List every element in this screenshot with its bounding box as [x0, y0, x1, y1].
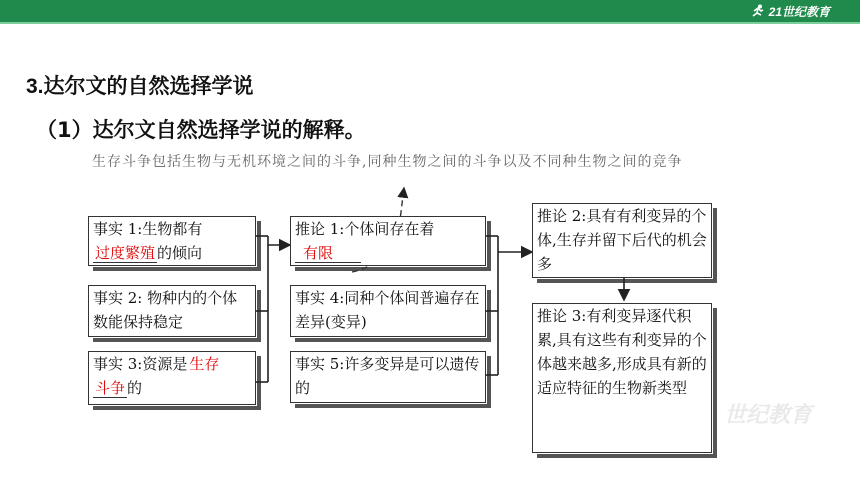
- section-title: 3.达尔文的自然选择学说: [26, 75, 254, 98]
- inference3-box: [532, 303, 712, 453]
- annotation-note: 生存斗争包括生物与无机环境之间的斗争,同种生物之间的斗争以及不同种生物之间的竞争: [92, 154, 683, 170]
- fact3-highlight2: 斗争: [95, 379, 126, 397]
- fact3-highlight1: 生存: [189, 355, 220, 373]
- inference1-box: [290, 216, 486, 266]
- inference1-highlight: 有限: [295, 244, 361, 263]
- fact3-box: [88, 351, 256, 405]
- fact3-prefix: 事实 3:资源是: [93, 355, 188, 373]
- fact4-box: [290, 285, 486, 337]
- fact2-box: [88, 285, 256, 337]
- inference2-box: [532, 203, 712, 278]
- logo-text: 21世纪教育: [768, 4, 830, 19]
- inference3-text: 推论 3:有利变异逐代积累,具有这些有利变异的个体越来越多,形成具有新的适应特征的生物新类型: [537, 307, 707, 397]
- fact1-highlight: 过度繁殖: [95, 244, 156, 262]
- fact5-box: [290, 351, 486, 403]
- fact1-suffix: 的倾向: [157, 244, 203, 262]
- subsection-title: （1）达尔文自然选择学说的解释。: [36, 118, 366, 142]
- fact2-text: 事实 2: 物种内的个体数能保持稳定: [93, 289, 238, 331]
- fact4-text: 事实 4:同种个体间普遍存在差异(变异): [295, 289, 480, 331]
- fact5-text: 事实 5:许多变异是可以遗传的: [295, 355, 480, 397]
- inference2-text: 推论 2:具有有利变异的个体,生存并留下后代的机会多: [537, 207, 707, 273]
- inference1-prefix: 推论 1:个体间存在着: [295, 220, 435, 238]
- fact1-prefix: 事实 1:生物都有: [93, 220, 203, 238]
- fact3-suffix: 的: [127, 379, 143, 397]
- watermark: 世纪教育: [724, 402, 813, 427]
- fact1-box: [88, 216, 256, 266]
